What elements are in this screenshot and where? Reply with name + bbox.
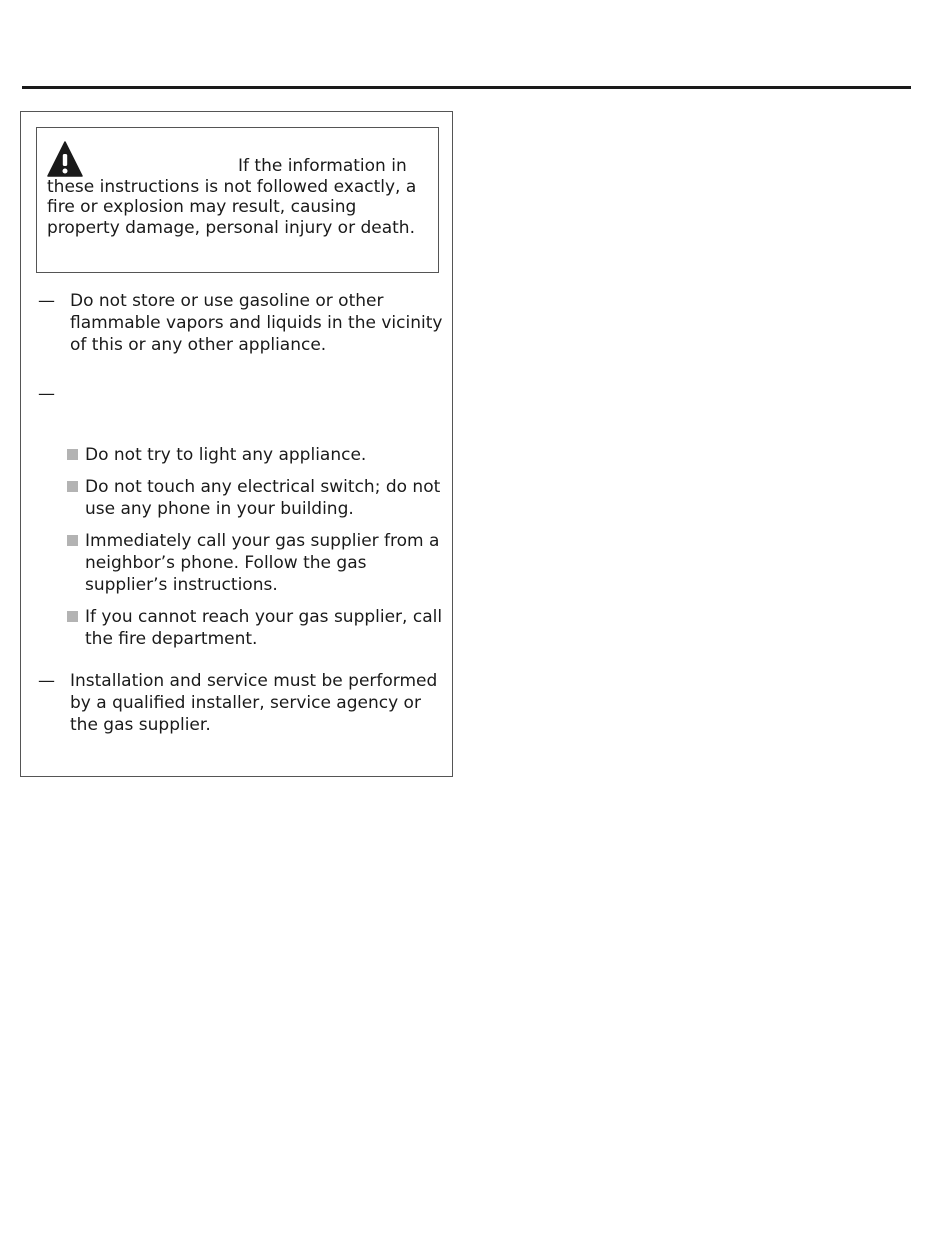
warning-body-text: these instructions is not followed exactly, a fire or explosion may result, causing property damage, personal injury or death. xyxy=(47,177,417,238)
warning-lead-text: If the information in xyxy=(238,156,407,176)
dash-marker: — xyxy=(38,671,55,691)
dash-marker: — xyxy=(38,291,55,311)
list-item: Installation and service must be performed by a qualified installer, service agency or the gas supplier. xyxy=(70,671,438,735)
list-item: Do not store or use gasoline or other flammable vapors and liquids in the vicinity of this or any other appliance. xyxy=(70,291,443,355)
square-bullet-icon xyxy=(67,481,78,492)
square-bullet-icon xyxy=(67,449,78,460)
square-bullet-icon xyxy=(67,535,78,546)
warning-triangle-icon xyxy=(47,141,83,177)
square-bullet-icon xyxy=(67,611,78,622)
bullet-item: If you cannot reach your gas supplier, call the fire department. xyxy=(85,607,443,649)
dash-marker: — xyxy=(38,384,55,404)
bullet-item: Do not try to light any appliance. xyxy=(85,445,367,465)
header-rule xyxy=(22,86,911,89)
bullet-item: Do not touch any electrical switch; do not use any phone in your building. xyxy=(85,477,441,519)
bullet-item: Immediately call your gas supplier from a neighbor’s phone. Follow the gas supplier’s instructions. xyxy=(85,531,440,595)
